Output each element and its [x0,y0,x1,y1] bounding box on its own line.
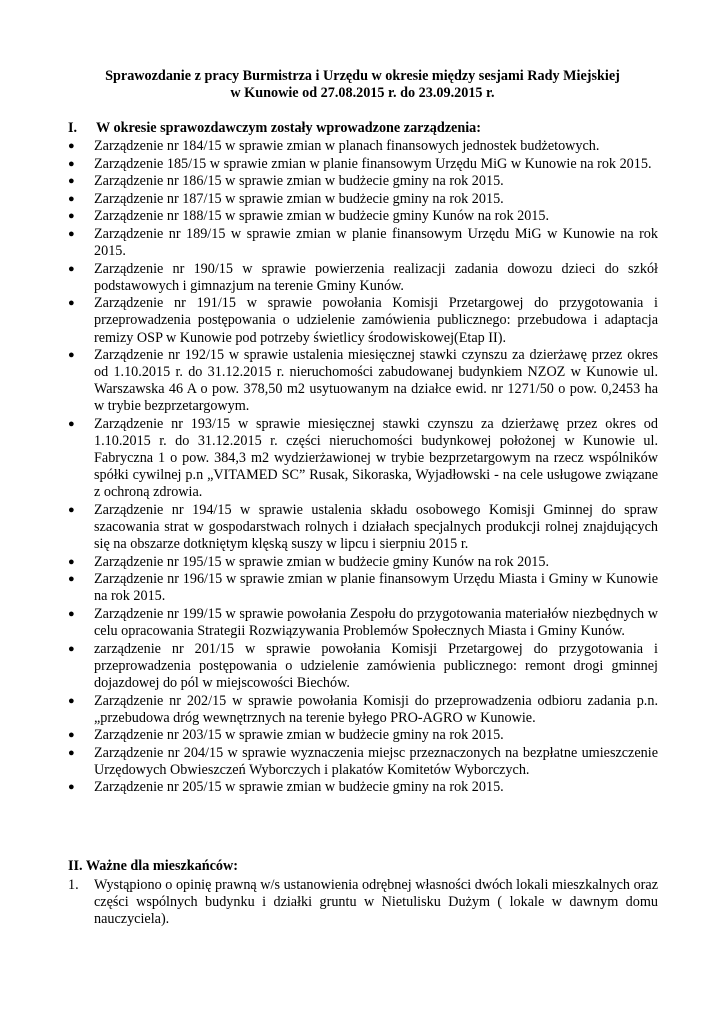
bullet-icon: ● [68,210,75,223]
ordinance-item [68,295,658,346]
bullet-icon: ● [68,140,75,152]
ordinance-item [68,138,658,155]
ordinance-text: Zarządzenie nr 184/15 w sprawie zmian w planach finansowych jednostek budżetowych. [94,138,600,154]
ordinance-text: Zarządzenie nr 196/15 w sprawie zmian w planie finansowym Urzędu Miasta i Gminy w Kunowie na rok 2015. [94,571,658,605]
bullet-icon: ● [68,262,75,275]
bullet-icon: ● [68,297,75,310]
ordinance-item [68,156,658,173]
bullet-icon: ● [68,642,75,655]
ordinance-text: Zarządzenie nr 192/15 w sprawie ustalenia miesięcznej stawki czynszu za dzierżawę przez okres od 1.10.2015 r. do 31.12.2015 r. nieruchomości zabudowanej budynkiem NZOZ w Kunowie ul. Warszawska 46 A o pow. 378,50 m2 usytuowanym na działce ewid. nr 1271/50 o pow. 0,2453 ha w trybie bezprzetargowym. [94,347,658,415]
section-1-heading [68,120,481,137]
resident-info-text: Wystąpiono o opinię prawną w/s ustanowienia odrębnej własności dwóch lokali mieszkalnych oraz części wspólnych budynku i działki gruntu w Nietulisku Dużym ( lokale w dawnym domu nauczyciela). [94,877,658,928]
ordinance-item [68,347,658,415]
document-title [60,68,665,102]
ordinance-text: Zarządzenie nr 204/15 w sprawie wyznaczenia miejsc przeznaczonych na bezpłatne umieszczenie Urzędowych Obwieszczeń Wyborczych i plakatów Komitetów Wyborczych. [94,744,658,778]
ordinance-text: Zarządzenie nr 193/15 w sprawie miesięcznej stawki czynszu za dzierżawę przez okres od 1.10.2015 r. do 31.12.2015 r. części nieruchomości budynkowej położonej w Kunowie ul. Fabryczna 1 o pow. 384,3 m2 wydzierżawionej w trybie bezprzetargowym na rzecz wspólników spółki cywilnej p.n „VITAMED SC” Rusak, Sikoraska, Wyjadłowski - na cele usługowe związane z ochroną zdrowia. [94,416,658,501]
ordinance-text: Zarządzenie 185/15 w sprawie zmian w planie finansowym Urzędu MiG w Kunowie na rok 2015. [94,155,652,172]
ordinance-item [68,641,658,692]
ordinance-text: Zarządzenie nr 199/15 w sprawie powołania Zespołu do przygotowania materiałów niezbędnych w celu opracowania Strategii Rozwiązywania Problemów Społecznych Miasta i Gminy Kunów. [94,606,658,640]
ordinance-list [68,138,658,797]
title-line-2: w Kunowie od 27.08.2015 r. do 23.09.2015 r. [230,85,495,101]
resident-info-item [68,877,658,928]
ordinance-text: Zarządzenie nr 189/15 w sprawie zmian w planie finansowym Urzędu MiG w Kunowie na rok 2015. [94,225,658,260]
item-number: 1. [68,877,79,893]
ordinance-text: Zarządzenie nr 191/15 w sprawie powołania Komisji Przetargowej do przygotowania i przeprowadzenia postępowania o udzielenie zamówienia publicznego: przebudowa i adaptacja remizy OSP w Kunowie pod potrzeby świetlicy środowiskowej(Etap II). [94,295,658,346]
ordinance-item [68,571,658,605]
bullet-icon: ● [68,746,75,759]
ordinance-text: Zarządzenie nr 205/15 w sprawie zmian w budżecie gminy na rok 2015. [94,779,504,796]
ordinance-text: Zarządzenie nr 203/15 w sprawie zmian w budżecie gminy na rok 2015. [94,727,504,744]
ordinance-text: Zarządzenie nr 194/15 w sprawie ustalenia składu osobowego Komisji Gminnej do spraw szacowania strat w gospodarstwach rolnych i działach specjalnych produkcji rolnej znajdujących się na obszarze dotkniętym klęską suszy w lipcu i sierpniu 2015 r. [94,501,658,553]
ordinance-item [68,208,658,225]
bullet-icon: ● [68,157,75,170]
section-2-heading: II. Ważne dla mieszkańców: [68,858,238,874]
bullet-icon: ● [68,349,75,362]
ordinance-item [68,416,658,501]
ordinance-item [68,727,658,744]
ordinance-item [68,173,658,190]
ordinance-item [68,606,658,640]
bullet-icon: ● [68,573,75,586]
ordinance-item [68,191,658,208]
ordinance-item [68,745,658,779]
ordinance-item [68,261,658,295]
ordinance-text: Zarządzenie nr 190/15 w sprawie powierzenia realizacji zadania dowozu dzieci do szkół podstawowych i gimnazjum na terenie Gminy Kunów. [94,260,658,294]
bullet-icon: ● [68,175,75,188]
section-1-numeral: I. [68,120,78,136]
ordinance-text: zarządzenie nr 201/15 w sprawie powołania Komisji Przetargowej do przygotowania i przeprowadzenia postępowania o udzielenie zamówienia publicznego: remont drogi gminnej dojazdowej do pól w miejscowości Biechów. [94,640,658,691]
section-1-heading-text: W okresie sprawozdawczym zostały wprowadzone zarządzenia: [96,120,481,136]
bullet-icon: ● [68,608,75,621]
ordinance-item [68,554,658,571]
bullet-icon: ● [68,192,75,205]
bullet-icon: ● [68,555,75,568]
bullet-icon: ● [68,418,75,430]
resident-info-list [68,877,658,929]
ordinance-item [68,226,658,260]
bullet-icon: ● [68,694,75,707]
ordinance-item [68,693,658,727]
ordinance-text: Zarządzenie nr 187/15 w sprawie zmian w budżecie gminy na rok 2015. [94,190,504,207]
ordinance-text: Zarządzenie nr 188/15 w sprawie zmian w budżecie gminy Kunów na rok 2015. [94,208,550,225]
bullet-icon: ● [68,227,75,240]
title-line-1: Sprawozdanie z pracy Burmistrza i Urzędu w okresie między sesjami Rady Miejskiej [105,68,620,84]
ordinance-text: Zarządzenie nr 195/15 w sprawie zmian w budżecie gminy Kunów na rok 2015. [94,553,550,570]
bullet-icon: ● [68,729,75,742]
bullet-icon: ● [68,503,75,516]
ordinance-text: Zarządzenie nr 186/15 w sprawie zmian w budżecie gminy na rok 2015. [94,173,504,190]
ordinance-text: Zarządzenie nr 202/15 w sprawie powołania Komisji do przeprowadzenia odbioru zadania p.n. „przebudowa dróg wewnętrznych na terenie byłego PRO-AGRO w Kunowie. [94,692,658,726]
bullet-icon: ● [68,781,75,794]
ordinance-item [68,779,658,796]
ordinance-item [68,502,658,553]
